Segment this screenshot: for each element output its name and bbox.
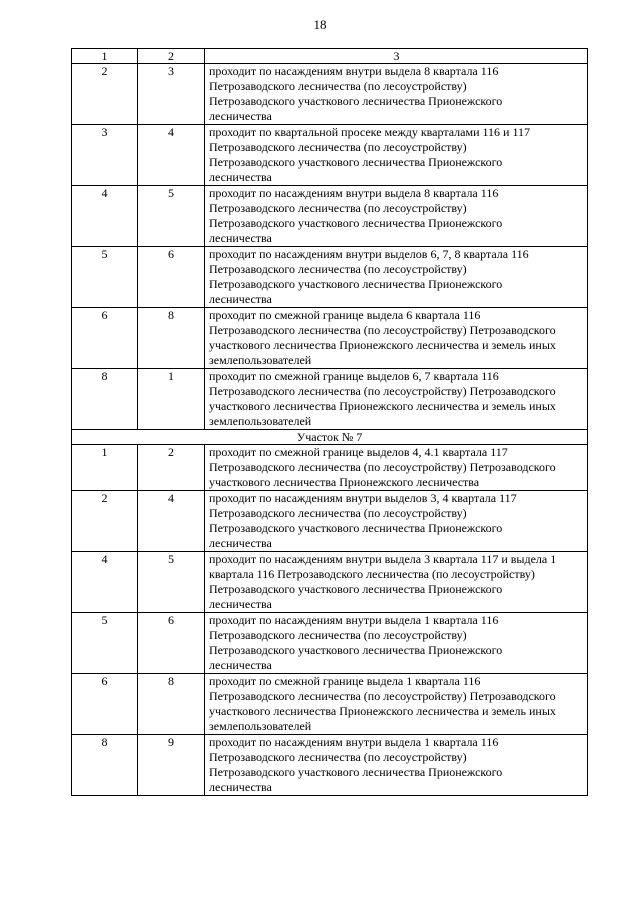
boundary-description-cell: проходит по насаждениям внутри выдела 8 квартала 116 Петрозаводского лесничества (по лесоустройству) Петрозаводского участкового лесничества Прионежского лесничества <box>205 64 588 125</box>
column-header-2: 2 <box>138 49 205 64</box>
column-header-3: 3 <box>205 49 588 64</box>
from-point-cell: 4 <box>72 186 138 247</box>
to-point-cell: 4 <box>138 125 205 186</box>
from-point-cell: 1 <box>72 445 138 491</box>
from-point-cell: 8 <box>72 735 138 796</box>
section-title: Участок № 7 <box>72 430 588 445</box>
table-row <box>72 491 588 552</box>
from-point-cell: 2 <box>72 491 138 552</box>
table-row <box>72 445 588 491</box>
from-point-cell: 6 <box>72 674 138 735</box>
page-number: 18 <box>313 17 327 32</box>
boundary-description-cell: проходит по смежной границе выдела 6 квартала 116 Петрозаводского лесничества (по лесоустройству) Петрозаводского участкового лесничества Прионежского лесничества и земель иных землепользователей <box>205 308 588 369</box>
boundary-description-cell: проходит по смежной границе выделов 4, 4.1 квартала 117 Петрозаводского лесничества (по лесоустройству) Петрозаводского участкового лесничества Прионежского лесничества <box>205 445 588 491</box>
to-point-cell: 5 <box>138 186 205 247</box>
table-row <box>72 186 588 247</box>
from-point-cell: 2 <box>72 64 138 125</box>
boundary-table <box>71 48 588 796</box>
boundary-description-cell: проходит по насаждениям внутри выдела 1 квартала 116 Петрозаводского лесничества (по лесоустройству) Петрозаводского участкового лесничества Прионежского лесничества <box>205 613 588 674</box>
boundary-description-cell: проходит по смежной границе выделов 6, 7 квартала 116 Петрозаводского лесничества (по лесоустройству) Петрозаводского участкового лесничества Прионежского лесничества и земель иных землепользователей <box>205 369 588 430</box>
table-row <box>72 613 588 674</box>
from-point-cell: 6 <box>72 308 138 369</box>
to-point-cell: 4 <box>138 491 205 552</box>
from-point-cell: 5 <box>72 247 138 308</box>
boundary-description-cell: проходит по насаждениям внутри выдела 3 квартала 117 и выдела 1 квартала 116 Петрозаводского лесничества (по лесоустройству) Петрозаводского участкового лесничества Прионежского лесничества <box>205 552 588 613</box>
from-point-cell: 3 <box>72 125 138 186</box>
from-point-cell: 8 <box>72 369 138 430</box>
to-point-cell: 9 <box>138 735 205 796</box>
table-row <box>72 308 588 369</box>
boundary-description-cell: проходит по насаждениям внутри выделов 6, 7, 8 квартала 116 Петрозаводского лесничества (по лесоустройству) Петрозаводского участкового лесничества Прионежского лесничества <box>205 247 588 308</box>
to-point-cell: 5 <box>138 552 205 613</box>
to-point-cell: 2 <box>138 445 205 491</box>
table-row <box>72 552 588 613</box>
table-row <box>72 247 588 308</box>
boundary-description-cell: проходит по насаждениям внутри выдела 1 квартала 116 Петрозаводского лесничества (по лесоустройству) Петрозаводского участкового лесничества Прионежского лесничества <box>205 735 588 796</box>
table-row <box>72 64 588 125</box>
to-point-cell: 1 <box>138 369 205 430</box>
to-point-cell: 6 <box>138 613 205 674</box>
to-point-cell: 6 <box>138 247 205 308</box>
boundary-description-cell: проходит по квартальной просеке между кварталами 116 и 117 Петрозаводского лесничества (по лесоустройству) Петрозаводского участкового лесничества Прионежского лесничества <box>205 125 588 186</box>
boundary-description-cell: проходит по насаждениям внутри выделов 3, 4 квартала 117 Петрозаводского лесничества (по лесоустройству) Петрозаводского участкового лесничества Прионежского лесничества <box>205 491 588 552</box>
table-row <box>72 125 588 186</box>
boundary-description-cell: проходит по смежной границе выдела 1 квартала 116 Петрозаводского лесничества (по лесоустройству) Петрозаводского участкового лесничества Прионежского лесничества и земель иных землепользователей <box>205 674 588 735</box>
table-row <box>72 369 588 430</box>
boundary-table-body <box>72 49 588 796</box>
table-header-row <box>72 49 588 64</box>
column-header-1: 1 <box>72 49 138 64</box>
boundary-description-cell: проходит по насаждениям внутри выдела 8 квартала 116 Петрозаводского лесничества (по лесоустройству) Петрозаводского участкового лесничества Прионежского лесничества <box>205 186 588 247</box>
to-point-cell: 8 <box>138 674 205 735</box>
from-point-cell: 4 <box>72 552 138 613</box>
table-row <box>72 674 588 735</box>
table-row <box>72 735 588 796</box>
to-point-cell: 8 <box>138 308 205 369</box>
to-point-cell: 3 <box>138 64 205 125</box>
from-point-cell: 5 <box>72 613 138 674</box>
section-row <box>72 430 588 445</box>
